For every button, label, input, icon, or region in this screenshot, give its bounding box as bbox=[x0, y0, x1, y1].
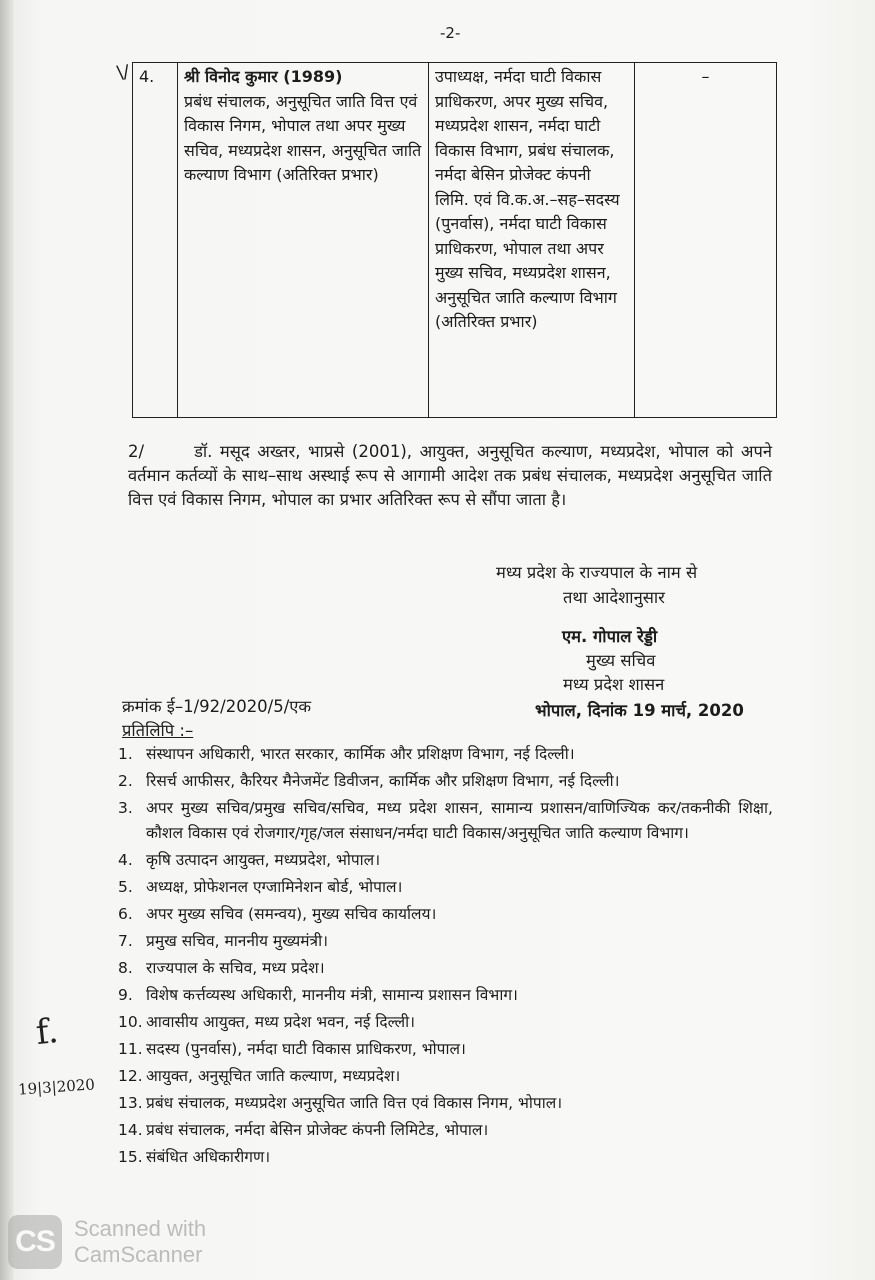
list-item bbox=[118, 1145, 773, 1170]
officer-posting-table bbox=[132, 62, 777, 418]
list-item-text: अपर मुख्य सचिव (समन्वय), मुख्य सचिव कार्यालय। bbox=[146, 905, 437, 923]
paragraph-number: 2/ bbox=[128, 442, 145, 461]
list-item bbox=[118, 956, 773, 981]
list-item bbox=[118, 1064, 773, 1089]
list-item-text: अध्यक्ष, प्रोफेशनल एग्जामिनेशन बोर्ड, भोपाल। bbox=[146, 878, 403, 896]
list-item-text: प्रबंध संचालक, नर्मदा बेसिन प्रोजेक्ट कंपनी लिमिटेड, भोपाल। bbox=[146, 1121, 489, 1139]
list-item-text: अपर मुख्य सचिव/प्रमुख सचिव/सचिव, मध्य प्रदेश शासन, सामान्य प्रशासन/वाणिज्यिक कर/तकनीकी शिक्षा, कौशल विकास एवं रोजगार/गृह/जल संसाधन/नर्मदा घाटी विकास/अनुसूचित जाति कल्याण विभाग। bbox=[146, 799, 773, 842]
list-item bbox=[118, 929, 773, 954]
place-date: भोपाल, दिनांक 19 मार्च, 2020 bbox=[535, 701, 744, 720]
list-item-text: आयुक्त, अनुसूचित जाति कल्याण, मध्यप्रदेश। bbox=[146, 1067, 401, 1085]
copy-to-list bbox=[118, 742, 773, 1172]
list-item-number: 1. bbox=[118, 745, 133, 763]
list-item bbox=[118, 983, 773, 1008]
handwritten-date: 19|3|2020 bbox=[17, 1075, 96, 1099]
signatory-designation: मुख्य सचिव bbox=[586, 651, 656, 670]
list-item bbox=[118, 848, 773, 873]
list-item-number: 6. bbox=[118, 905, 133, 923]
copy-heading: प्रतिलिपि :– bbox=[122, 721, 194, 740]
list-item-number: 11. bbox=[118, 1040, 143, 1058]
list-item-text: संबंधित अधिकारीगण। bbox=[146, 1148, 271, 1166]
current-posting: प्रबंध संचालक, अनुसूचित जाति वित्त एवं विकास निगम, भोपाल तथा अपर मुख्य सचिव, मध्यप्रदेश शासन, अनुसूचित जाति कल्याण विभाग (अतिरिक्त प्रभार) bbox=[184, 91, 422, 184]
watermark-line-1: Scanned with bbox=[74, 1216, 207, 1241]
new-posting-cell: उपाध्यक्ष, नर्मदा घाटी विकास प्राधिकरण, अपर मुख्य सचिव, मध्यप्रदेश शासन, नर्मदा घाटी विकास विभाग, प्रबंध संचालक, नर्मदा बेसिन प्रोजेक्ट कंपनी लिमि. एवं वि.क.अ.–सह–सदस्य (पुनर्वास), नर्मदा घाटी विकास प्राधिकरण, भोपाल तथा अपर मुख्य सचिव, मध्यप्रदेश शासन, अनुसूचित जाति कल्याण विभाग (अतिरिक्त प्रभार) bbox=[429, 63, 635, 418]
list-item-text: आवासीय आयुक्त, मध्य प्रदेश भवन, नई दिल्ली। bbox=[146, 1013, 415, 1031]
list-item-text: संस्थापन अधिकारी, भारत सरकार, कार्मिक और प्रशिक्षण विभाग, नई दिल्ली। bbox=[146, 745, 575, 763]
list-item-text: प्रमुख सचिव, माननीय मुख्यमंत्री। bbox=[146, 932, 328, 950]
list-item bbox=[118, 875, 773, 900]
list-item bbox=[118, 796, 773, 846]
signatory-name: एम. गोपाल रेड्डी bbox=[562, 627, 658, 646]
watermark-line-2: CamScanner bbox=[74, 1242, 203, 1267]
list-item-number: 3. bbox=[118, 799, 133, 817]
paragraph-2 bbox=[128, 440, 772, 512]
list-item bbox=[118, 902, 773, 927]
scan-edge-shadow bbox=[0, 0, 14, 1280]
paragraph-text: डॉ. मसूद अख्तर, भाप्रसे (2001), आयुक्त, अनुसूचित कल्याण, मध्यप्रदेश, भोपाल को अपने वर्तमान कर्तव्यों के साथ–साथ अस्थाई रूप से आगामी आदेश तक प्रबंध संचालक, मध्यप्रदेश अनुसूचित जाति वित्त एवं विकास निगम, भोपाल का प्रभार अतिरिक्त रूप से सौंपा जाता है। bbox=[128, 442, 772, 509]
list-item-number: 10. bbox=[118, 1013, 143, 1031]
list-item-number: 5. bbox=[118, 878, 133, 896]
list-item-text: कृषि उत्पादन आयुक्त, मध्यप्रदेश, भोपाल। bbox=[146, 851, 381, 869]
watermark-text bbox=[74, 1216, 206, 1268]
table-row bbox=[133, 63, 777, 418]
list-item bbox=[118, 1010, 773, 1035]
list-item-number: 13. bbox=[118, 1094, 143, 1112]
list-item-number: 7. bbox=[118, 932, 133, 950]
serial-cell: 4. bbox=[133, 63, 178, 418]
order-number: क्रमांक ई–1/92/2020/5/एक bbox=[122, 697, 312, 716]
list-item-text: सदस्य (पुनर्वास), नर्मदा घाटी विकास प्राधिकरण, भोपाल। bbox=[146, 1040, 466, 1058]
list-item bbox=[118, 742, 773, 767]
list-item-number: 2. bbox=[118, 772, 133, 790]
list-item-text: विशेष कर्त्तव्यस्थ अधिकारी, माननीय मंत्री, सामान्य प्रशासन विभाग। bbox=[146, 986, 518, 1004]
list-item-text: राज्यपाल के सचिव, मध्य प्रदेश। bbox=[146, 959, 325, 977]
list-item bbox=[118, 1037, 773, 1062]
list-item-number: 12. bbox=[118, 1067, 143, 1085]
list-item-number: 15. bbox=[118, 1148, 143, 1166]
list-item-number: 9. bbox=[118, 986, 133, 1004]
signature-line-1: मध्य प्रदेश के राज्यपाल के नाम से bbox=[496, 563, 698, 582]
camscanner-logo-icon: CS bbox=[8, 1215, 62, 1269]
list-item bbox=[118, 769, 773, 794]
page-number: -2- bbox=[440, 24, 461, 42]
remark-cell: – bbox=[635, 63, 777, 418]
list-item-text: रिसर्च आफीसर, कैरियर मैनेजमेंट डिवीजन, कार्मिक और प्रशिक्षण विभाग, नई दिल्ली। bbox=[146, 772, 620, 790]
list-item-number: 14. bbox=[118, 1121, 143, 1139]
list-item-number: 8. bbox=[118, 959, 133, 977]
officer-name: श्री विनोद कुमार (1989) bbox=[184, 67, 343, 86]
margin-tick-mark: \/ bbox=[115, 61, 131, 84]
list-item-text: प्रबंध संचालक, मध्यप्रदेश अनुसूचित जाति वित्त एवं विकास निगम, भोपाल। bbox=[146, 1094, 563, 1112]
camscanner-watermark bbox=[8, 1215, 206, 1269]
handwritten-initial: f. bbox=[33, 1010, 61, 1054]
list-item bbox=[118, 1118, 773, 1143]
signature-line-2: तथा आदेशानुसार bbox=[563, 588, 665, 607]
list-item bbox=[118, 1091, 773, 1116]
officer-name-cell bbox=[178, 63, 429, 418]
signatory-office: मध्य प्रदेश शासन bbox=[563, 675, 665, 694]
list-item-number: 4. bbox=[118, 851, 133, 869]
